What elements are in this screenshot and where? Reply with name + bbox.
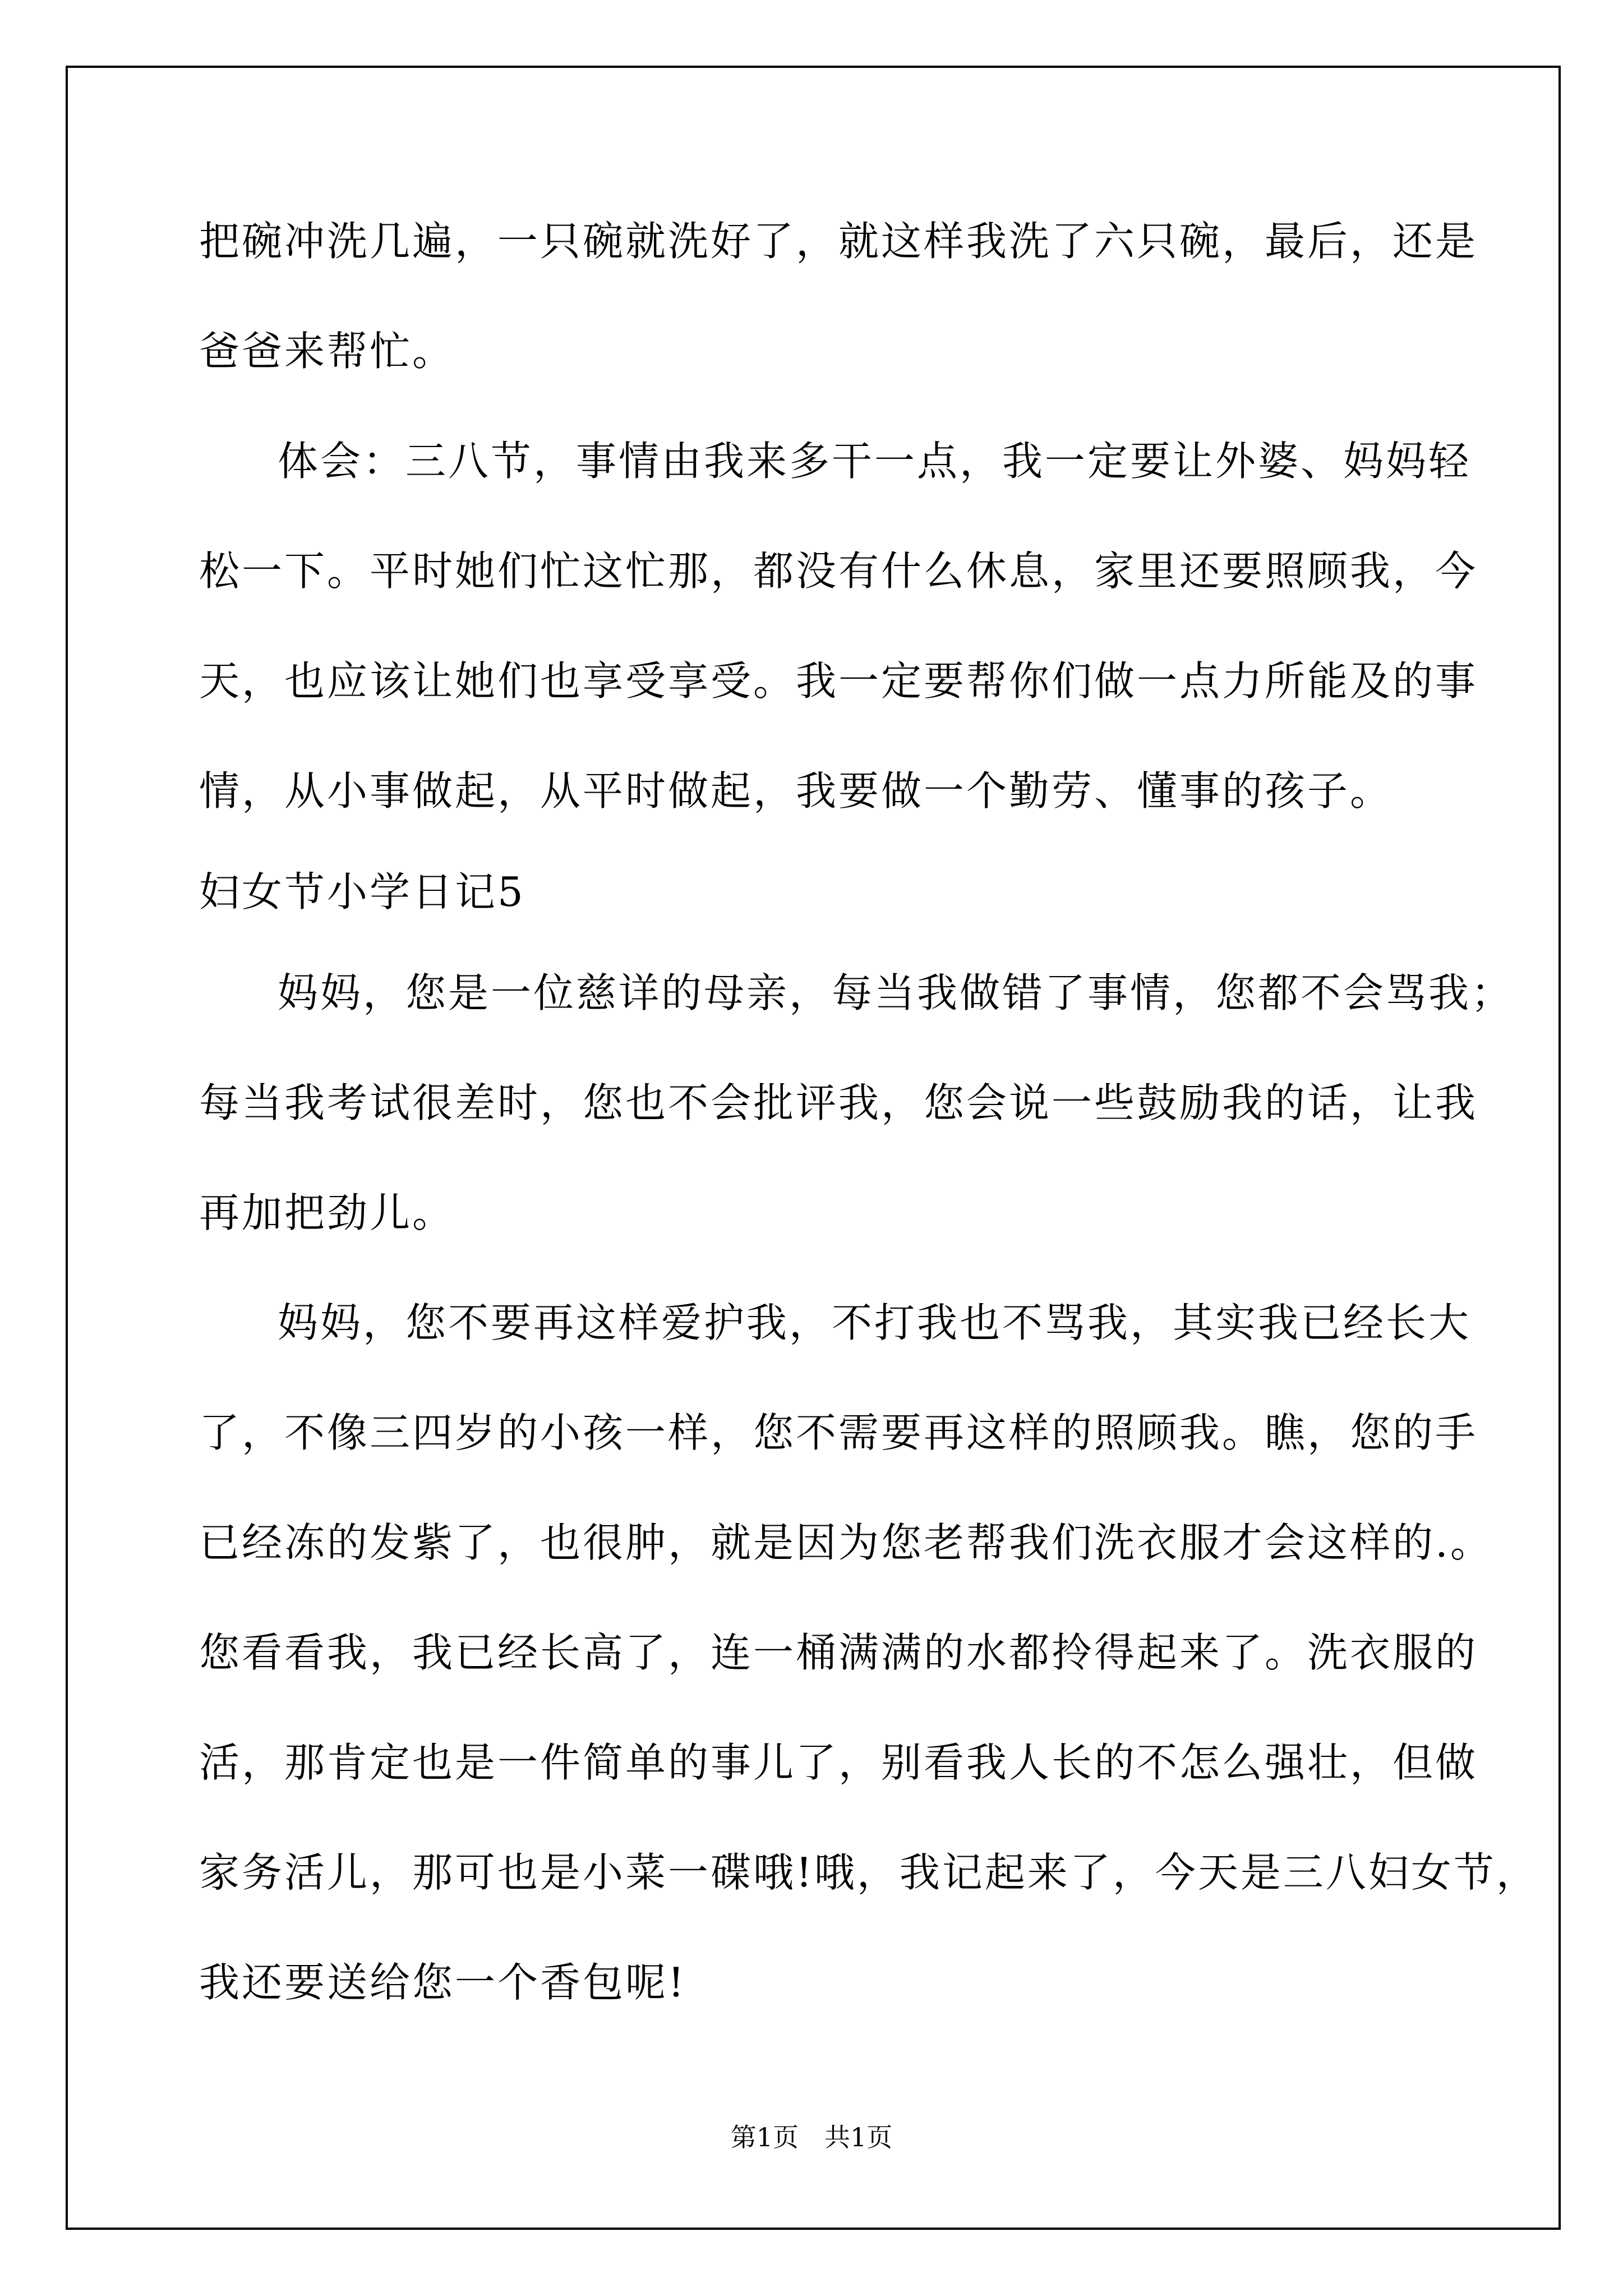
text-line: 妈妈，您是一位慈详的母亲，每当我做错了事情，您都不会骂我； [278,969,1514,1016]
text-line: 家务活儿，那可也是小菜一碟哦!哦，我记起来了，今天是三八妇女节， [199,1849,1539,1896]
text-line: 妈妈，您不要再这样爱护我，不打我也不骂我，其实我已经长大 [278,1299,1472,1346]
text-line: 爸爸来帮忙。 [199,328,455,375]
text-line: 再加把劲儿。 [199,1189,455,1236]
paragraph-3 [199,965,1514,1241]
text-line: 我还要送给您一个香包呢! [199,1959,686,2006]
document-body [199,213,1539,2010]
text-line: 把碗冲洗几遍，一只碗就洗好了，就这样我洗了六只碗，最后，还是 [199,218,1478,265]
paragraph-1 [199,213,1478,379]
text-line: 情，从小事做起，从平时做起，我要做一个勤劳、懂事的孩子。 [199,767,1393,815]
section-heading: 妇女节小学日记5 [199,868,525,915]
paragraph-2 [199,433,1478,819]
page-footer: 第1页 共1页 [730,2122,893,2152]
text-line: 已经冻的发紫了，也很肿，就是因为您老帮我们洗衣服才会这样的.。 [199,1519,1493,1566]
text-line: 您看看我，我已经长高了，连一桶满满的水都拎得起来了。洗衣服的 [199,1629,1478,1676]
text-line: 了，不像三四岁的小孩一样，您不需要再这样的照顾我。瞧，您的手 [199,1409,1478,1456]
text-line: 天，也应该让她们也享受享受。我一定要帮你们做一点力所能及的事 [199,657,1478,705]
text-line: 活，那肯定也是一件简单的事儿了，别看我人长的不怎么强壮，但做 [199,1739,1478,1786]
text-line: 每当我考试很差时，您也不会批评我，您会说一些鼓励我的话，让我 [199,1079,1478,1126]
text-line: 松一下。平时她们忙这忙那，都没有什么休息，家里还要照顾我，今 [199,547,1478,595]
text-line: 体会：三八节，事情由我来多干一点，我一定要让外婆、妈妈轻 [278,438,1472,485]
paragraph-4 [199,1295,1539,2010]
